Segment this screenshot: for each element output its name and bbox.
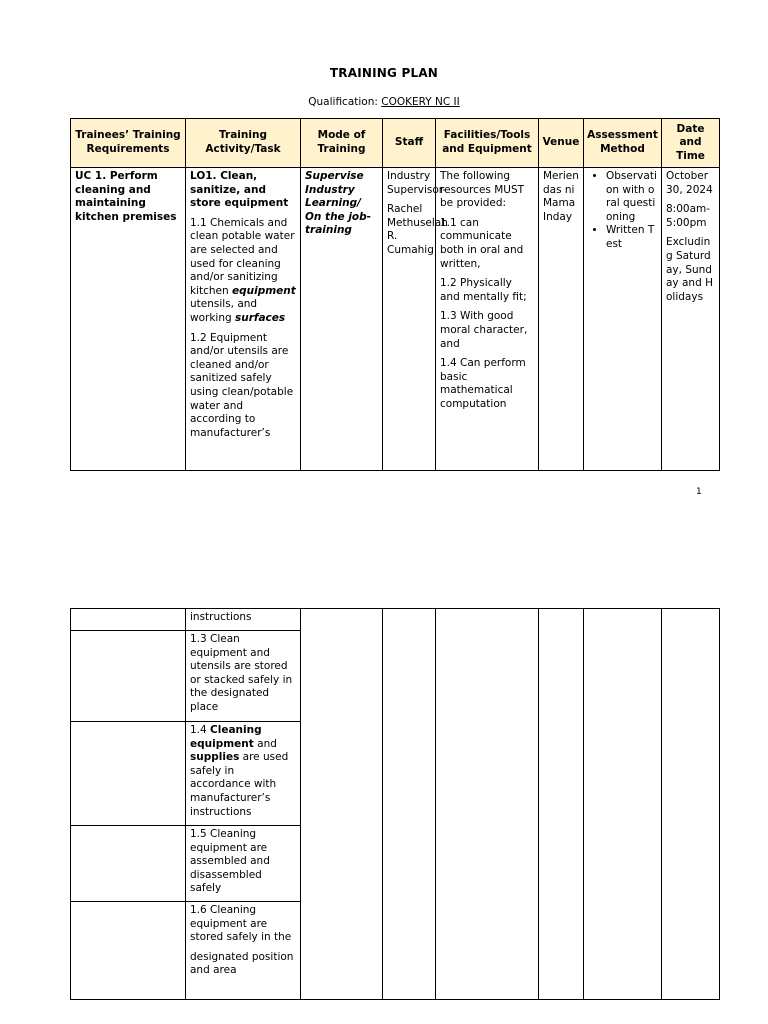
assessment-list [588, 170, 657, 252]
task-1-4: 1.4 Cleaning equipment and supplies are used safely in accordance with manufacturer’s instructions [186, 722, 301, 826]
header-venue: Venue [539, 119, 584, 168]
staff-cell [383, 609, 436, 1000]
header-date: Date and Time [662, 119, 720, 168]
training-plan-table [70, 118, 720, 471]
page-number: 1 [696, 487, 702, 497]
page-title: TRAINING PLAN [329, 66, 439, 80]
assessment-cell [584, 168, 662, 471]
requirement-cell: UC 1. Perform cleaning and maintaining kitchen premises [71, 168, 186, 471]
assessment-item: • Observation with oral questioning [606, 170, 657, 224]
date-exclusion: Excluding Saturday, Sunday and Holidays [666, 236, 713, 303]
assessment-item: • Written Test [606, 224, 657, 251]
table-row [71, 168, 720, 471]
task-1-3: 1.3 Clean equipment and utensils are stored or stacked safely in the designated place [186, 631, 301, 722]
task-1-1: 1.1 Chemicals and clean potable water are selected and used for cleaning and/or sanitizing kitchen equipment utensils, and working surfaces [190, 216, 296, 324]
table-row [71, 609, 720, 631]
requirement-cell [71, 609, 186, 631]
requirement-cell [71, 902, 186, 1000]
staff-name: Rachel Methuselah R. Cumahig [387, 203, 448, 256]
header-row [71, 119, 720, 168]
requirement-cell [71, 631, 186, 722]
training-plan-table-continued [70, 608, 720, 1000]
task-1-6-line: 1.6 Cleaning equipment are stored safely in the [190, 904, 292, 944]
staff-cell [383, 168, 448, 471]
facilities-cell [436, 609, 539, 1000]
facilities-item: 1.1 can communicate both in oral and written, [440, 216, 524, 270]
facilities-intro: The following resources MUST be provided: [440, 170, 525, 210]
header-mode: Mode of Training [301, 119, 383, 168]
header-requirements: Trainees’ Training Requirements [71, 119, 186, 168]
header-facilities: Facilities/Tools and Equipment [436, 119, 539, 168]
date-cell [662, 609, 720, 1000]
mode-cell [301, 609, 383, 1000]
mode-cell: Supervise Industry Learning/ On the job-training [301, 168, 383, 471]
date-cell [662, 168, 720, 471]
venue-cell [539, 609, 584, 1000]
qualification-label: Qualification: [308, 96, 382, 108]
date-day: October 30, 2024 [666, 170, 713, 196]
facilities-item: 1.4 Can perform basic mathematical computation [440, 357, 526, 410]
header-staff: Staff [383, 119, 436, 168]
staff-role: Industry Supervisor- [387, 170, 447, 196]
header-activity: Training Activity/Task [186, 119, 301, 168]
task-1-6-line: designated position and area [190, 950, 294, 977]
task-1-5: 1.5 Cleaning equipment are assembled and disassembled safely [186, 826, 301, 902]
requirement-cell [71, 826, 186, 902]
date-time: 8:00am-5:00pm [666, 203, 711, 229]
task-1-2-continued: instructions [186, 609, 301, 631]
facilities-item: 1.2 Physically and mentally fit; [440, 277, 527, 303]
assessment-cell [584, 609, 662, 1000]
facilities-item: 1.3 With good moral character, and [440, 310, 528, 350]
task-1-6 [186, 902, 301, 1000]
qualification-value: COOKERY NC II [381, 96, 460, 108]
lo-title: LO1. Clean, sanitize, and store equipment [190, 170, 289, 210]
requirement-cell [71, 722, 186, 826]
header-assessment: Assessment Method [584, 119, 662, 168]
facilities-cell [436, 168, 539, 471]
qualification-line [0, 96, 768, 108]
venue-cell: Meriendas ni Mama Inday [539, 168, 584, 471]
activity-cell [186, 168, 301, 471]
task-1-2: 1.2 Equipment and/or utensils are cleaned and/or sanitized safely using clean/potable water and according to manufacturer’s [190, 331, 294, 439]
